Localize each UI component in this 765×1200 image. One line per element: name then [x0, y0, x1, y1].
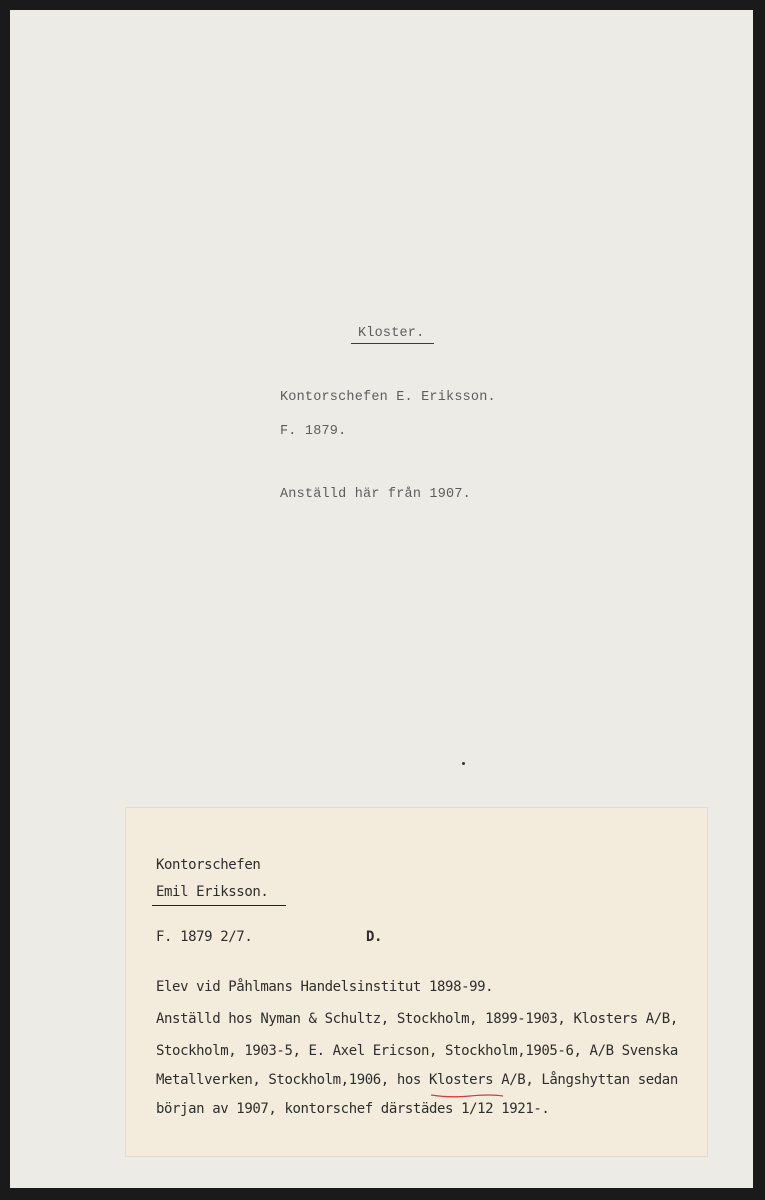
archive-sheet	[10, 10, 753, 1188]
card-body-line5: början av 1907, kontorschef därstädes 1/12 1921-.	[156, 1101, 550, 1117]
card-born: F. 1879 2/7.	[156, 929, 253, 945]
card-title-underline	[152, 905, 286, 906]
sheet-heading: Kloster.	[358, 326, 425, 341]
index-card	[126, 808, 707, 1156]
card-body-line1: Elev vid Påhlmans Handelsinstitut 1898-99.	[156, 979, 494, 995]
sheet-line-name: Kontorschefen E. Eriksson.	[280, 390, 496, 405]
red-pencil-underline	[430, 1093, 504, 1099]
card-title-line1: Kontorschefen	[156, 857, 261, 873]
sheet-line-employed: Anställd här från 1907.	[280, 487, 471, 502]
card-body-line2: Anställd hos Nyman & Schultz, Stockholm, 1899-1903, Klosters A/B,	[156, 1011, 678, 1027]
card-body-line4: Metallverken, Stockholm,1906, hos Klosters A/B, Långshyttan sedan	[156, 1072, 678, 1088]
heading-underline	[351, 343, 434, 344]
card-title-line2: Emil Eriksson.	[156, 884, 269, 900]
card-mark: D.	[366, 929, 383, 945]
ink-speck	[462, 762, 465, 765]
card-body-line3: Stockholm, 1903-5, E. Axel Ericson, Stockholm,1905-6, A/B Svenska	[156, 1043, 678, 1059]
sheet-line-born: F. 1879.	[280, 424, 347, 439]
